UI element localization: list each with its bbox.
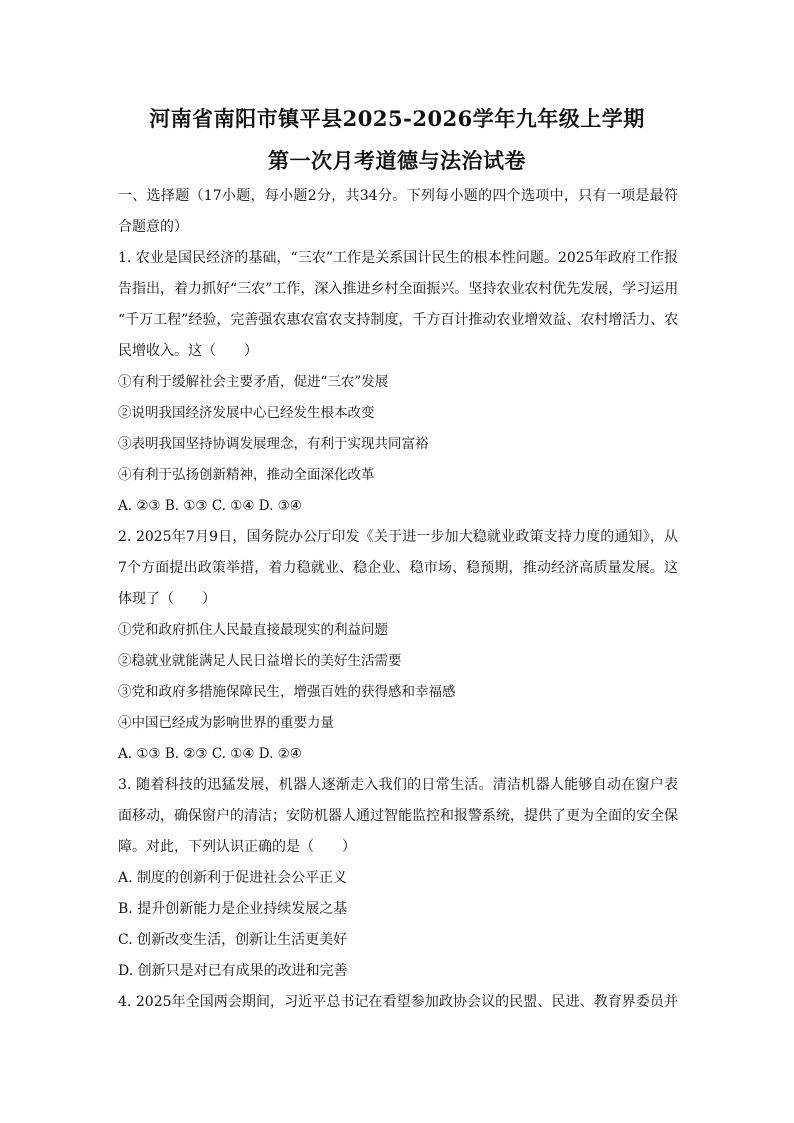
q2-stem-line: 2. 2025年7月9日，国务院办公厅印发《关于进一步加大稳就业政策支持力度的通知》，从 [118, 529, 678, 545]
q3-option: A. 制度的创新利于促进社会公平正义 [118, 870, 348, 886]
q3-option: C. 创新改变生活，创新让生活更美好 [118, 932, 348, 948]
q1-item: ④有利于弘扬创新精神，推动全面深化改革 [118, 467, 375, 483]
q2-item: ③党和政府多措施保障民生，增强百姓的获得感和幸福感 [118, 684, 456, 700]
q2-stem-line: 体现了（ ） [118, 591, 216, 607]
q1-item: ①有利于缓解社会主要矛盾，促进“三农”发展 [118, 374, 389, 390]
q1-item: ②说明我国经济发展中心已经发生根本改变 [118, 405, 375, 421]
section-heading: 一、选择题（17小题，每小题2分，共34分。下列每小题的四个选项中，只有一项是最符 [118, 188, 678, 204]
exam-title-line1: 河南省南阳市镇平县2025-2026学年九年级上学期 [149, 106, 645, 131]
q1-choices: A. ②③ B. ①③ C. ①④ D. ③④ [118, 498, 302, 514]
exam-title-line2: 第一次月考道德与法治试卷 [268, 148, 526, 173]
q3-stem-line: 面移动，确保窗户的清洁；安防机器人通过智能监控和报警系统，提供了更为全面的安全保 [118, 808, 678, 824]
q2-item: ①党和政府抓住人民最直接最现实的利益问题 [118, 622, 388, 638]
q1-stem-line: 1. 农业是国民经济的基础，“三农”工作是关系国计民生的根本性问题。2025年政府工作报 [118, 250, 678, 266]
q3-stem-line: 3. 随着科技的迅猛发展，机器人逐渐走入我们的日常生活。清洁机器人能够自动在窗户表 [118, 777, 678, 793]
section-heading-cont: 合题意的） [118, 219, 188, 235]
q1-stem-line: 民增收入。这（ ） [118, 343, 258, 359]
q1-stem-line: 告指出，着力抓好“三农”工作，深入推进乡村全面振兴。坚持农业农村优先发展，学习运用 [118, 281, 679, 297]
q1-stem-line: “千万工程”经验，完善强农惠农富农支持制度，千方百计推动农业增效益、农村增活力、农 [118, 312, 679, 328]
q2-stem-line: 7个方面提出政策举措，着力稳就业、稳企业、稳市场、稳预期，推动经济高质量发展。这 [118, 560, 678, 576]
q1-item: ③表明我国坚持协调发展理念，有利于实现共同富裕 [118, 436, 429, 452]
q3-stem-line: 障。对此，下列认识正确的是（ ） [118, 839, 356, 855]
q2-item: ②稳就业就能满足人民日益增长的美好生活需要 [118, 653, 402, 669]
q4-stem-line: 4. 2025年全国两会期间，习近平总书记在看望参加政协会议的民盟、民进、教育界委员并 [118, 994, 678, 1010]
q2-item: ④中国已经成为影响世界的重要力量 [118, 715, 334, 731]
q3-option: B. 提升创新能力是企业持续发展之基 [118, 901, 348, 917]
q2-choices: A. ①③ B. ②③ C. ①④ D. ②④ [118, 746, 302, 762]
q3-option: D. 创新只是对已有成果的改进和完善 [118, 963, 348, 979]
